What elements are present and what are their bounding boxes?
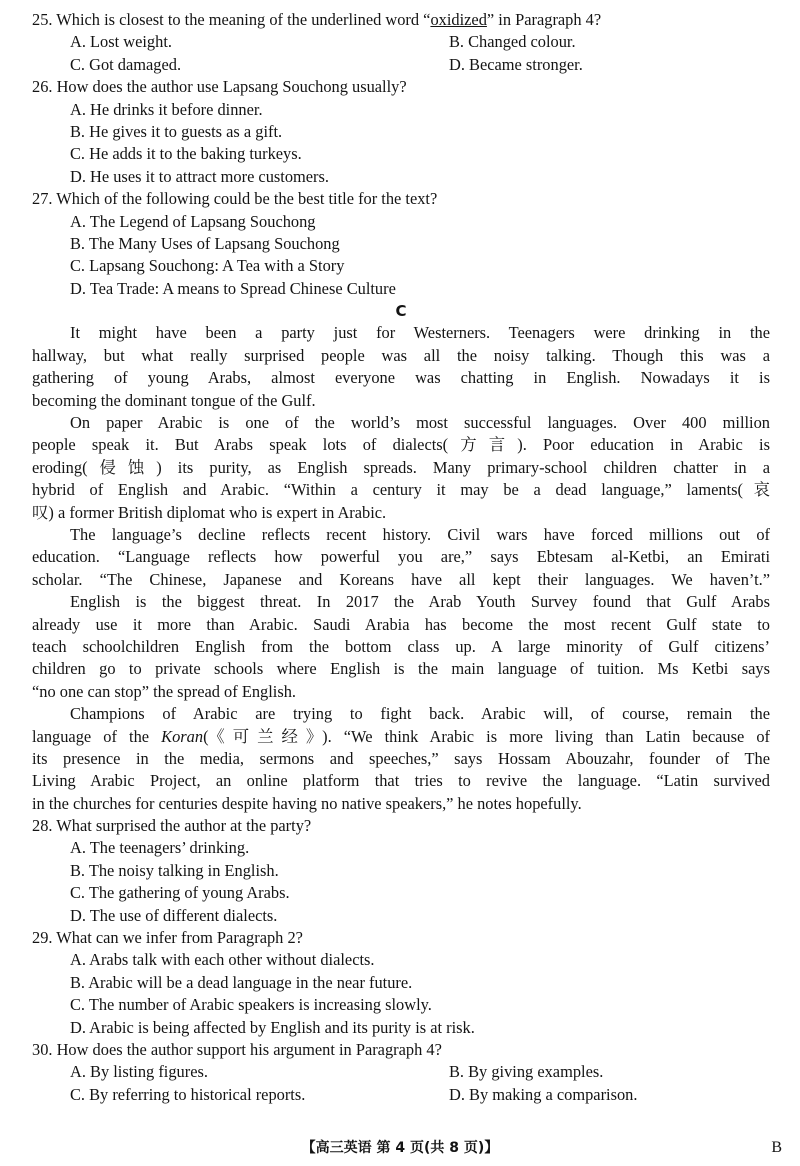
passage-paragraph-3 xyxy=(32,524,770,591)
passage-line: English is the biggest threat. In 2017 the Arab Youth Survey found that Gulf Arabs xyxy=(70,592,770,612)
option-b: B. By giving examples. xyxy=(449,1062,604,1082)
passage-line: It might have been a party just for Westerners. Teenagers were drinking in the xyxy=(70,323,770,343)
passage-line: scholar. “The Chinese, Japanese and Koreans have all kept their languages. We haven’t.” xyxy=(32,569,770,589)
passage-line: 叹) a former British diplomat who is expert in Arabic. xyxy=(32,502,387,522)
passage-line: On paper Arabic is one of the world’s most successful languages. Over 400 million xyxy=(70,413,770,433)
option-d: D. Arabic is being affected by English and its purity is at risk. xyxy=(70,1017,475,1037)
page-content xyxy=(32,9,770,1106)
passage-line: “no one can stop” the spread of English. xyxy=(32,681,296,701)
option-d: D. Became stronger. xyxy=(449,54,583,74)
question-29-stem: 29. What can we infer from Paragraph 2? xyxy=(32,928,303,948)
option-d: D. He uses it to attract more customers. xyxy=(70,166,329,186)
passage-line: education. “Language reflects how powerful you are,” says Ebtesam al-Ketbi, an Emirati xyxy=(32,547,770,567)
passage-line: Living Arabic Project, an online platform that tries to revive the language. “Latin survived xyxy=(32,771,770,791)
section-heading: C xyxy=(395,302,407,321)
option-b: B. Changed colour. xyxy=(449,32,576,52)
passage-line: eroding(侵蚀) its purity, as English spreads. Many primary-school children chatter in a xyxy=(32,457,770,477)
question-30-options-row-1 xyxy=(32,1061,770,1083)
option-c: C. Got damaged. xyxy=(70,54,182,74)
option-a: A. He drinks it before dinner. xyxy=(70,99,263,119)
passage-paragraph-2 xyxy=(32,412,770,524)
option-a: A. Lost weight. xyxy=(70,32,172,52)
question-30-stem: 30. How does the author support his argument in Paragraph 4? xyxy=(32,1039,442,1059)
option-a: A. The teenagers’ drinking. xyxy=(70,838,250,858)
option-d: D. The use of different dialects. xyxy=(70,905,278,925)
option-d: D. By making a comparison. xyxy=(449,1084,638,1104)
passage-line: in the churches for centuries despite having no native speakers,” he notes hopefully. xyxy=(32,793,582,813)
option-c: C. He adds it to the baking turkeys. xyxy=(70,144,302,164)
option-b: B. The Many Uses of Lapsang Souchong xyxy=(70,233,340,253)
footer-version: B xyxy=(771,1139,782,1156)
option-c: C. The gathering of young Arabs. xyxy=(70,883,290,903)
passage-line: Champions of Arabic are trying to fight back. Arabic will, of course, remain the xyxy=(70,704,770,724)
passage-line: already use it more than Arabic. Saudi Arabia has become the most recent Gulf state to xyxy=(32,614,770,634)
option-b: B. He gives it to guests as a gift. xyxy=(70,121,283,141)
passage-line: hallway, but what really surprised people was all the noisy talking. Though this was a xyxy=(32,345,770,365)
passage-line: becoming the dominant tongue of the Gulf. xyxy=(32,390,316,410)
passage-paragraph-4 xyxy=(32,591,770,703)
option-c: C. By referring to historical reports. xyxy=(70,1084,306,1104)
passage-line: its presence in the media, sermons and speeches,” says Hossam Abouzahr, founder of The xyxy=(32,748,770,768)
option-c: C. The number of Arabic speakers is increasing slowly. xyxy=(70,995,432,1015)
passage-line: gathering of young Arabs, almost everyone was chatting in English. Nowadays it is xyxy=(32,368,770,388)
passage-line: The language’s decline reflects recent history. Civil wars have forced millions out of xyxy=(70,524,770,544)
question-30-options-row-2 xyxy=(32,1084,770,1106)
passage-line: language of the Koran(《可兰经》). “We think Arabic is more living than Latin because of xyxy=(32,726,770,746)
passage-line: people speak it. But Arabs speak lots of dialects(方言). Poor education in Arabic is xyxy=(32,435,770,455)
question-27-stem: 27. Which of the following could be the best title for the text? xyxy=(32,189,438,209)
page-footer xyxy=(0,1137,800,1159)
option-d: D. Tea Trade: A means to Spread Chinese Culture xyxy=(70,278,396,298)
question-25-options-row-2 xyxy=(32,54,770,76)
passage-line: teach schoolchildren English from the bottom class up. A large minority of Gulf citizens’ xyxy=(32,636,770,656)
option-b: B. Arabic will be a dead language in the near future. xyxy=(70,972,413,992)
question-28-stem: 28. What surprised the author at the party? xyxy=(32,816,312,836)
footer-page-label: 【高三英语 第 4 页(共 8 页)】 xyxy=(301,1140,499,1156)
passage-line: hybrid of English and Arabic. “Within a century it may be a dead language,” laments(哀 xyxy=(32,480,770,500)
question-25-options-row-1 xyxy=(32,31,770,53)
passage-paragraph-5 xyxy=(32,703,770,815)
option-a: A. Arabs talk with each other without dialects. xyxy=(70,950,375,970)
option-b: B. The noisy talking in English. xyxy=(70,860,279,880)
option-a: A. The Legend of Lapsang Souchong xyxy=(70,211,316,231)
question-26-stem: 26. How does the author use Lapsang Souchong usually? xyxy=(32,77,407,97)
option-c: C. Lapsang Souchong: A Tea with a Story xyxy=(70,256,345,276)
passage-line: children go to private schools where English is the main language of tuition. Ms Ketbi says xyxy=(32,659,770,679)
question-25-stem: 25. Which is closest to the meaning of the underlined word “oxidized” in Paragraph 4? xyxy=(32,10,602,29)
option-a: A. By listing figures. xyxy=(70,1062,208,1082)
italic-word: Koran xyxy=(161,726,204,746)
passage-paragraph-1 xyxy=(32,322,770,412)
underlined-word: oxidized xyxy=(430,10,487,29)
